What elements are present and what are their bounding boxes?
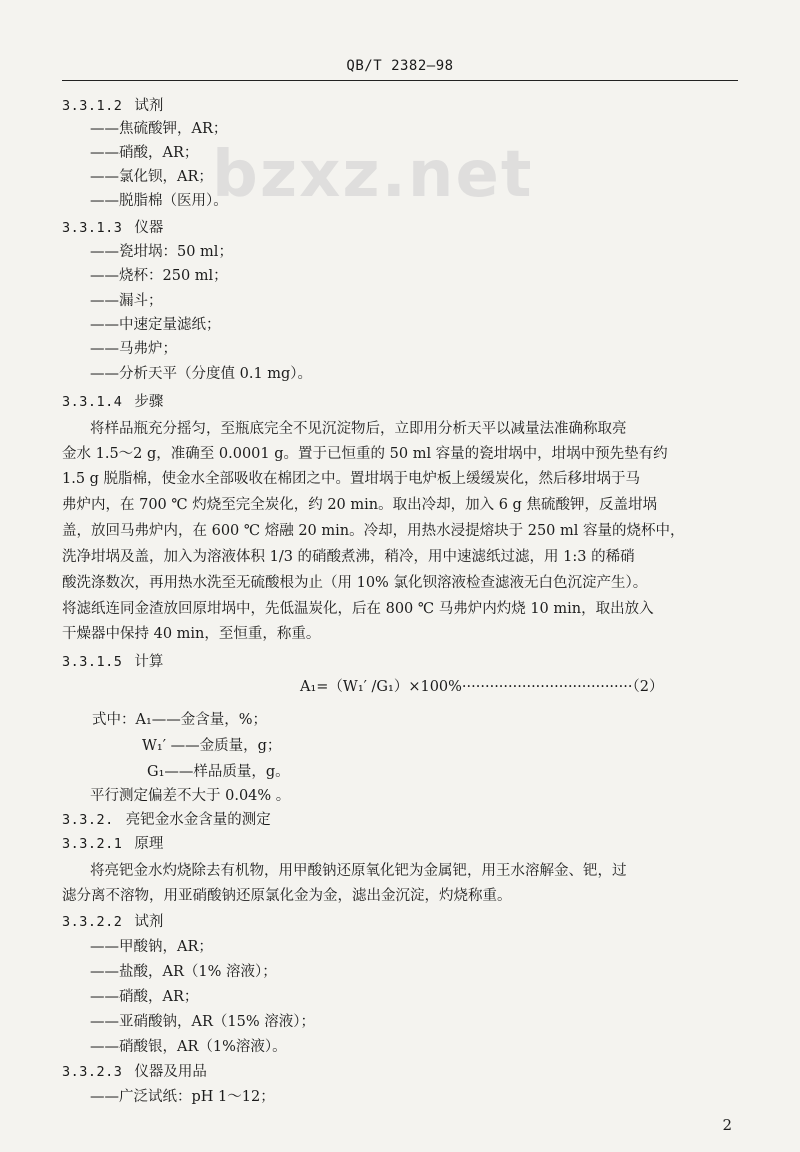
watermark: bzxz.net [212, 138, 534, 212]
list-item: ——漏斗； [90, 293, 163, 309]
section-title: 计算 [134, 654, 164, 670]
list-item: ——焦硫酸钾，AR； [90, 121, 228, 137]
section-title: 仪器 [134, 220, 164, 236]
list-item: ——硝酸，AR； [90, 145, 199, 161]
list-item: ——硝酸，AR； [90, 989, 199, 1005]
section-number: 3.3.1.3 [62, 220, 123, 236]
paragraph-line: 将亮钯金水灼烧除去有机物，用甲酸钠还原氧化钯为金属钯，用王水溶解金、钯，过 [90, 863, 627, 879]
section-number: 3.3.1.2 [62, 98, 123, 114]
paragraph-line: 弗炉内，在 700 ℃ 灼烧至完全炭化，约 20 min。取出冷却，加入 6 g 焦硫酸钾，反盖坩埚 [62, 497, 657, 513]
section-title: 原理 [134, 836, 164, 852]
deviation-note: 平行测定偏差不大于 0.04% 。 [90, 788, 291, 804]
standard-code-header: QB/T 2382—98 [346, 58, 454, 74]
section-title: 试剂 [134, 914, 164, 930]
list-item: ——甲酸钠，AR； [90, 939, 213, 955]
paragraph-line: 将样品瓶充分摇匀，至瓶底完全不见沉淀物后，立即用分析天平以减量法准确称取亮 [90, 421, 627, 437]
paragraph-line: 干燥器中保持 40 min，至恒重，称重。 [62, 626, 321, 642]
list-item: ——广泛试纸：pH 1～12； [90, 1089, 275, 1105]
list-item: ——脱脂棉（医用）。 [90, 193, 228, 209]
list-item: ——马弗炉； [90, 341, 177, 357]
section-3-3-2 [62, 810, 271, 830]
section-3-3-1-4 [62, 392, 163, 412]
list-item: ——分析天平（分度值 0.1 mg）。 [90, 366, 313, 382]
paragraph-line: 酸洗涤数次，再用热水洗至无硫酸根为止（用 10% 氯化钡溶液检查滤液无白色沉淀产生）。 [62, 575, 648, 591]
section-number: 3.3.2. [62, 812, 114, 828]
section-number: 3.3.2.3 [62, 1064, 123, 1080]
section-3-3-1-3 [62, 218, 163, 238]
section-3-3-1-5 [62, 652, 163, 672]
paragraph-line: 1.5 g 脱脂棉，使金水全部吸收在棉团之中。置坩埚于电炉板上缓缓炭化，然后移坩埚于马 [62, 471, 641, 487]
section-title: 步骤 [134, 394, 164, 410]
section-3-3-2-1 [62, 834, 163, 854]
variable-definition: 式中：A₁——金含量，%； [92, 712, 268, 728]
paragraph-line: 金水 1.5～2 g，准确至 0.0001 g。置于已恒重的 50 ml 容量的瓷坩埚中，坩埚中预先垫有约 [62, 446, 668, 462]
section-3-3-1-2 [62, 96, 163, 116]
section-number: 3.3.1.5 [62, 654, 123, 670]
section-number: 3.3.2.1 [62, 836, 123, 852]
section-number: 3.3.2.2 [62, 914, 123, 930]
paragraph-line: 将滤纸连同金渣放回原坩埚中，先低温炭化，后在 800 ℃ 马弗炉内灼烧 10 min，取出放入 [62, 601, 654, 617]
list-item: ——硝酸银，AR（1%溶液）。 [90, 1039, 287, 1055]
list-item: ——烧杯：250 ml； [90, 268, 228, 284]
paragraph-line: 盖，放回马弗炉内，在 600 ℃ 熔融 20 min。冷却，用热水浸提熔块于 250 ml 容量的烧杯中， [62, 523, 685, 539]
formula-2: A₁=（W₁′ /G₁）×100%·····································（2） [300, 679, 664, 695]
list-item: ——中速定量滤纸； [90, 317, 221, 333]
variable-definition: W₁′ ——金质量，g； [142, 738, 282, 754]
section-3-3-2-3 [62, 1062, 207, 1082]
variable-definition: G₁——样品质量，g。 [147, 764, 290, 780]
header-rule [62, 80, 738, 81]
list-item: ——亚硝酸钠，AR（15% 溶液）； [90, 1014, 315, 1030]
paragraph-line: 滤分离不溶物，用亚硝酸钠还原氯化金为金，滤出金沉淀，灼烧称重。 [62, 888, 512, 904]
section-title: 仪器及用品 [134, 1064, 207, 1080]
paragraph-line: 洗净坩埚及盖，加入为溶液体积 1/3 的硝酸煮沸，稍冷，用中速滤纸过滤，用 1:3 的稀硝 [62, 549, 635, 565]
page-number: 2 [722, 1116, 732, 1134]
section-title: 试剂 [134, 98, 164, 114]
section-title: 亮钯金水金含量的测定 [125, 812, 271, 828]
list-item: ——氯化钡，AR； [90, 169, 213, 185]
section-3-3-2-2 [62, 912, 163, 932]
list-item: ——盐酸，AR（1% 溶液）； [90, 964, 277, 980]
section-number: 3.3.1.4 [62, 394, 123, 410]
list-item: ——瓷坩埚：50 ml； [90, 244, 233, 260]
